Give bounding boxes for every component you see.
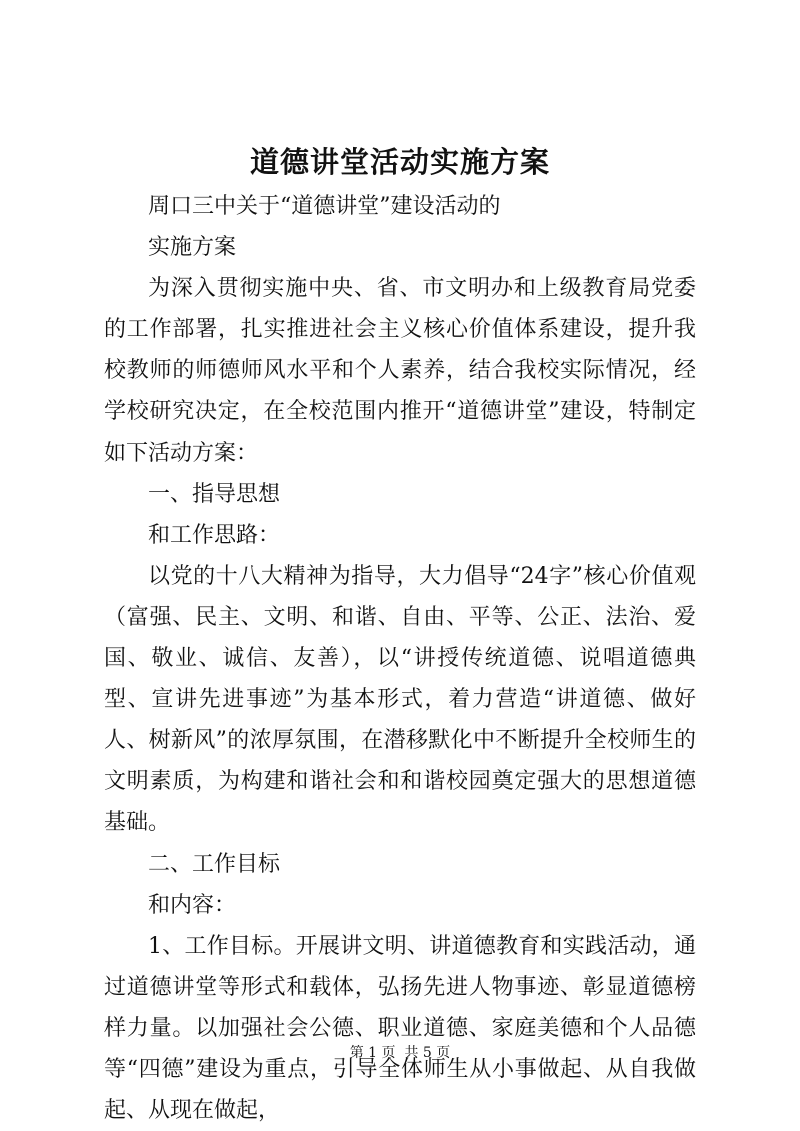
paragraph-8: 和内容： — [148, 892, 237, 918]
paragraph-5: 和工作思路： — [148, 522, 281, 548]
section-heading-work-goals: 二、工作目标 — [148, 851, 281, 877]
paragraph-6: 以党的十八大精神为指导，大力倡导“24字”核心价值观（富强、民主、文明、和谐、自由、平等、公正、法治、爱国、敬业、诚信、友善），以“讲授传统道德、说唱道德典型、宣讲先进事迹”为基本形式，着力营造“讲道德、做好人、树新风”的浓厚氛围，在潜移默化中不断提升全校师生的文明素质，为构建和谐社会和和谐校园奠定强大的思想道德基础。 — [104, 563, 696, 836]
document-title: 道德讲堂活动实施方案 — [249, 145, 550, 179]
section-heading-guiding-thought: 一、指导思想 — [148, 481, 281, 507]
paragraph-9: 1、工作目标。开展讲文明、讲道德教育和实践活动，通过道德讲堂等形式和载体，弘扬先进人物事迹、彰显道德榜样力量。以加强社会公德、职业道德、家庭美德和个人品德等“四德”建设为重点，引导全体师生从小事做起、从自我做起、从现在做起， — [104, 933, 696, 1124]
paragraph-1: 周口三中关于“道德讲堂”建设活动的 — [148, 194, 501, 219]
paragraph-2: 实施方案 — [148, 235, 237, 261]
page-footer: 第 1 页 共 5 页 — [349, 1045, 451, 1061]
document-body — [104, 186, 696, 1131]
paragraph-3: 为深入贯彻实施中央、省、市文明办和上级教育局党委的工作部署，扎实推进社会主义核心价值体系建设，提升我校教师的师德师风水平和个人素养，结合我校实际情况，经学校研究决定，在全校范围内推开“道德讲堂”建设，特制定如下活动方案： — [104, 276, 696, 466]
